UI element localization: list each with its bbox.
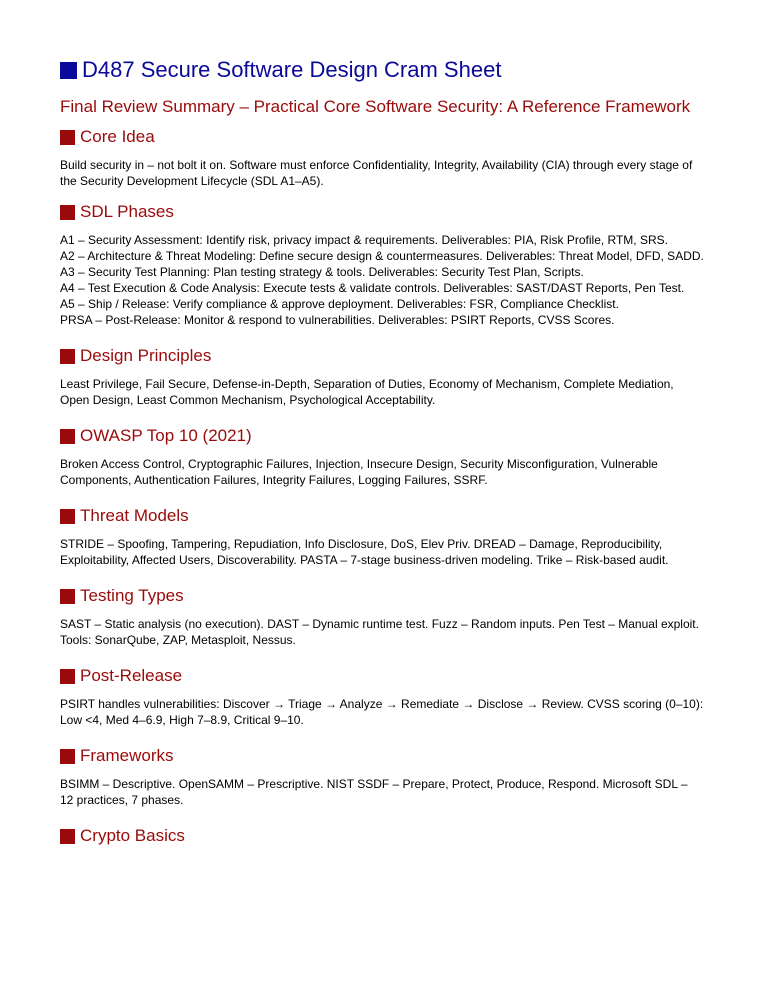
section-body <box>60 456 704 488</box>
section-line: A1 – Security Assessment: Identify risk, privacy impact & requirements. Deliverables: PIA, Risk Profile, RTM, SRS. <box>60 233 668 247</box>
section-heading-text: Frameworks <box>80 746 174 765</box>
section-heading-text: Testing Types <box>80 586 184 605</box>
section-line: SAST – Static analysis (no execution). DAST – Dynamic runtime test. Fuzz – Random inputs. Pen Test – Manual exploit. Tools: SonarQube, ZAP, Metasploit, Nessus. <box>60 617 699 647</box>
section-core-idea <box>60 126 704 189</box>
section-heading <box>60 745 704 767</box>
section-line: BSIMM – Descriptive. OpenSAMM – Prescriptive. NIST SSDF – Prepare, Protect, Produce, Respond. Microsoft SDL – 12 practices, 7 phases. <box>60 777 688 807</box>
section-post-release <box>60 665 704 728</box>
section-gap <box>60 808 704 825</box>
section-line: Build security in – not bolt it on. Software must enforce Confidentiality, Integrity, Availability (CIA) through every stage of the Security Development Lifecycle (SDL A1–A5). <box>60 158 693 188</box>
section-gap <box>60 488 704 505</box>
section-line: Least Privilege, Fail Secure, Defense-in-Depth, Separation of Duties, Economy of Mechanism, Complete Mediation, Open Design, Least Common Mechanism, Psychological Acceptability. <box>60 377 674 407</box>
section-line: A3 – Security Test Planning: Plan testing strategy & tools. Deliverables: Security Test Plan, Scripts. <box>60 265 584 279</box>
section-body <box>60 696 704 728</box>
square-bullet-icon <box>60 205 75 220</box>
square-bullet-icon <box>60 509 75 524</box>
square-bullet-icon <box>60 589 75 604</box>
section-sdl-phases <box>60 201 704 328</box>
section-heading <box>60 425 704 447</box>
square-bullet-icon <box>60 62 77 79</box>
section-heading <box>60 126 704 148</box>
section-line: STRIDE – Spoofing, Tampering, Repudiation, Info Disclosure, DoS, Elev Priv. DREAD – Damage, Reproducibility, Exploitability, Affected Users, Discoverability. PASTA – 7-stage business-driven modeling. Trike – Risk-based audit. <box>60 537 669 567</box>
section-body <box>60 232 704 328</box>
section-body <box>60 776 704 808</box>
section-line: A2 – Architecture & Threat Modeling: Define secure design & countermeasures. Deliverables: Threat Model, DFD, SADD. <box>60 249 704 263</box>
section-heading-text: SDL Phases <box>80 202 174 221</box>
section-line: A5 – Ship / Release: Verify compliance & approve deployment. Deliverables: FSR, Compliance Checklist. <box>60 297 619 311</box>
section-line: A4 – Test Execution & Code Analysis: Execute tests & validate controls. Deliverables: SAST/DAST Reports, Pen Test. <box>60 281 685 295</box>
section-line: PRSA – Post-Release: Monitor & respond to vulnerabilities. Deliverables: PSIRT Reports, CVSS Scores. <box>60 313 615 327</box>
section-threat-models <box>60 505 704 568</box>
section-gap <box>60 189 704 201</box>
sections-container <box>60 126 704 847</box>
section-owasp-top-10-2021 <box>60 425 704 488</box>
square-bullet-icon <box>60 130 75 145</box>
section-heading-text: Post-Release <box>80 666 183 685</box>
section-heading-text: Core Idea <box>80 127 155 146</box>
section-heading-text: OWASP Top 10 (2021) <box>80 426 252 445</box>
document-subtitle: Final Review Summary – Practical Core Software Security: A Reference Framework <box>60 97 691 116</box>
square-bullet-icon <box>60 749 75 764</box>
section-heading <box>60 665 704 687</box>
section-design-principles <box>60 345 704 408</box>
section-body <box>60 616 704 648</box>
section-heading <box>60 201 704 223</box>
section-body <box>60 376 704 408</box>
section-gap <box>60 728 704 745</box>
section-line: Broken Access Control, Cryptographic Failures, Injection, Insecure Design, Security Misconfiguration, Vulnerable Components, Authentication Failures, Integrity Failures, Logging Failures, SSRF. <box>60 457 658 487</box>
section-crypto-basics <box>60 825 704 847</box>
square-bullet-icon <box>60 349 75 364</box>
section-gap <box>60 328 704 345</box>
section-heading-text: Design Principles <box>80 346 212 365</box>
section-gap <box>60 408 704 425</box>
section-gap <box>60 648 704 665</box>
section-heading <box>60 585 704 607</box>
section-frameworks <box>60 745 704 808</box>
section-testing-types <box>60 585 704 648</box>
section-heading <box>60 505 704 527</box>
square-bullet-icon <box>60 829 75 844</box>
document-title-text: D487 Secure Software Design Cram Sheet <box>82 57 502 82</box>
section-heading <box>60 345 704 367</box>
square-bullet-icon <box>60 669 75 684</box>
section-line: PSIRT handles vulnerabilities: Discover → Triage → Analyze → Remediate → Disclose → Review. CVSS scoring (0–10): Low <4, Med 4–6.9, High 7–8.9, Critical 9–10. <box>60 697 704 727</box>
section-heading <box>60 825 704 847</box>
section-heading-text: Threat Models <box>80 506 189 525</box>
section-body <box>60 157 704 189</box>
section-heading-text: Crypto Basics <box>80 826 185 845</box>
section-body <box>60 536 704 568</box>
document-title <box>60 56 704 84</box>
section-gap <box>60 568 704 585</box>
square-bullet-icon <box>60 429 75 444</box>
